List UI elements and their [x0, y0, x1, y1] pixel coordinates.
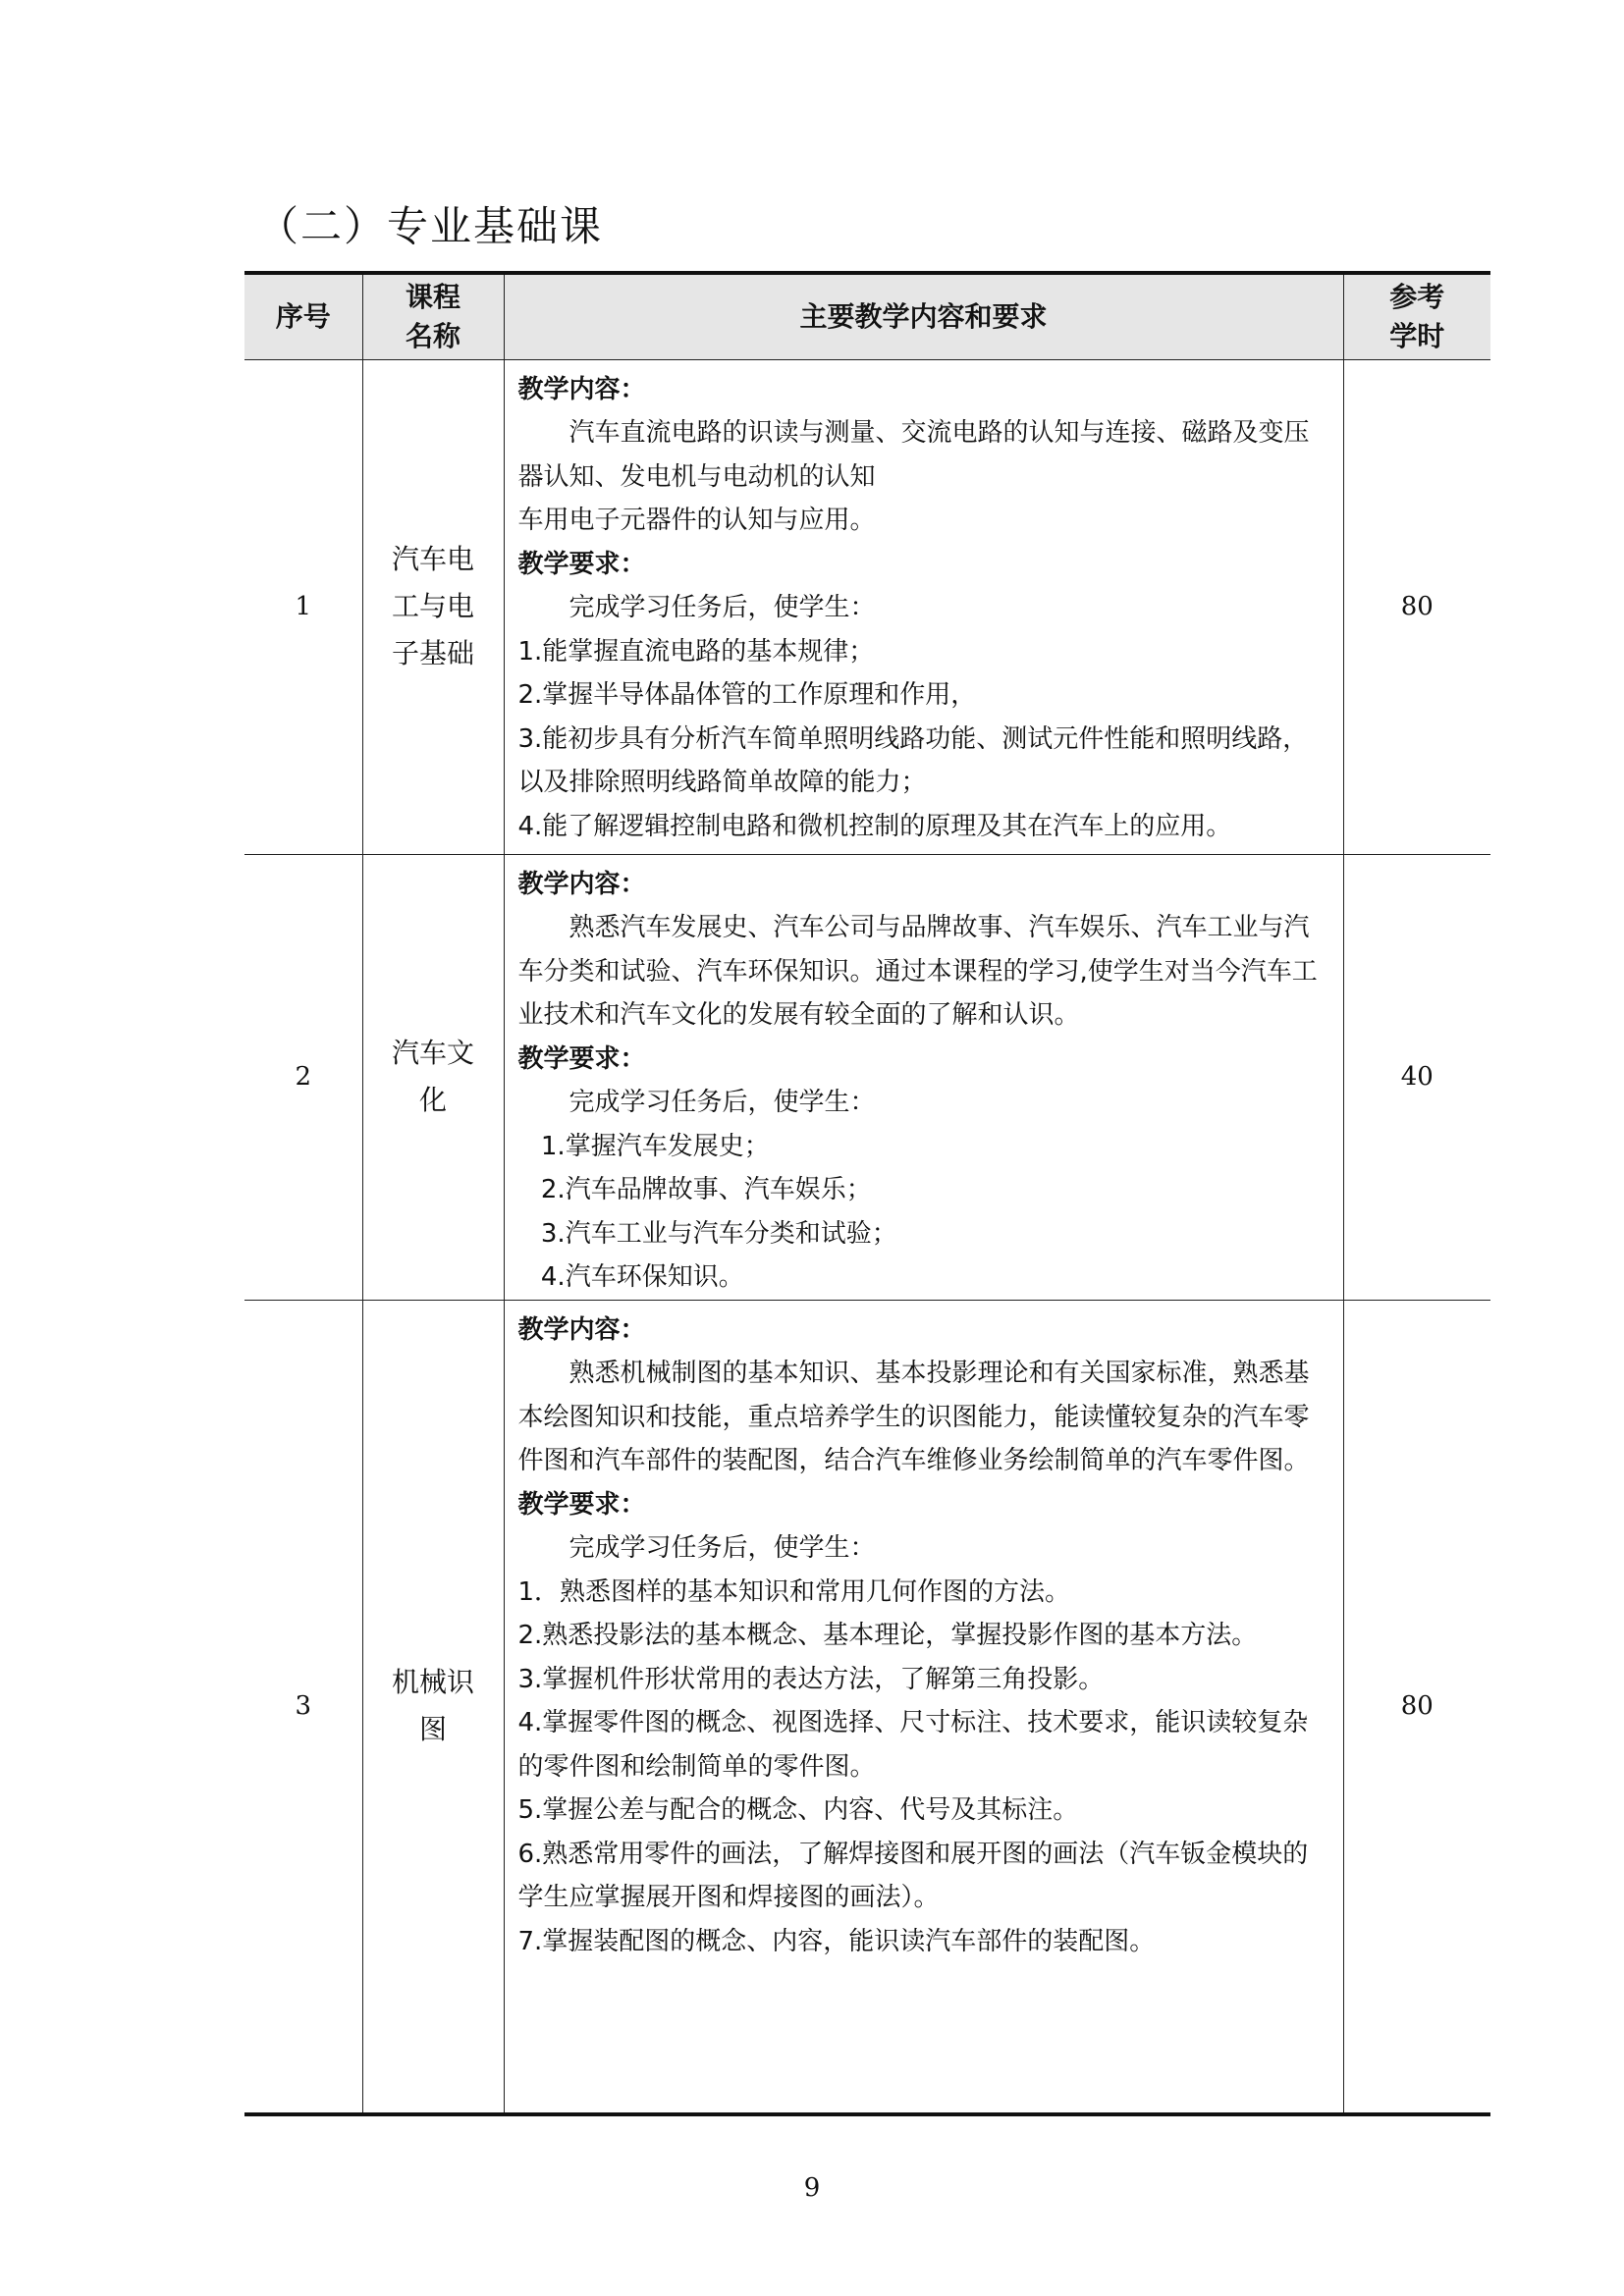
- row-index: 1: [244, 359, 362, 854]
- section-title: （二）专业基础课: [257, 202, 604, 250]
- header-hours: 参考学时: [1343, 273, 1490, 359]
- table-row: [244, 854, 1490, 1300]
- requirement-item: 4.能了解逻辑控制电路和微机控制的原理及其在汽车上的应用。: [517, 811, 1232, 841]
- row-index: 3: [244, 1300, 362, 2114]
- curriculum-table-wrapper: [244, 271, 1490, 2116]
- requirement-item: 3.能初步具有分析汽车简单照明线路功能、测试元件性能和照明线路，以及排除照明线路简单故障的能力；: [517, 723, 1309, 797]
- requirement-item: 1.掌握汽车发展史；: [540, 1131, 770, 1161]
- content-text: 熟悉机械制图的基本知识、基本投影理论和有关国家标准，熟悉基本绘图知识和技能，重点培养学生的识图能力，能读懂较复杂的汽车零件图和汽车部件的装配图，结合汽车维修业务绘制简单的汽车零件图。: [517, 1359, 1310, 1475]
- requirement-item: 7.掌握装配图的概念、内容，能识读汽车部件的装配图。: [517, 1926, 1156, 1956]
- requirements-intro: 完成学习任务后，使学生：: [568, 1533, 876, 1563]
- curriculum-table: [244, 271, 1490, 2116]
- requirements-intro: 完成学习任务后，使学生：: [568, 1088, 876, 1117]
- table-header-row: [244, 273, 1490, 359]
- requirement-item: 4.掌握零件图的概念、视图选择、尺寸标注、技术要求，能识读较复杂的零件图和绘制简单的零件图。: [517, 1708, 1309, 1782]
- header-content: 主要教学内容和要求: [504, 273, 1343, 359]
- content-label: 教学内容：: [517, 374, 646, 404]
- table-row: [244, 359, 1490, 854]
- content-text: 熟悉汽车发展史、汽车公司与品牌故事、汽车娱乐、汽车工业与汽车分类和试验、汽车环保知识。通过本课程的学习,使学生对当今汽车工业技术和汽车文化的发展有较全面的了解和认识。: [517, 913, 1318, 1030]
- requirements-label: 教学要求：: [517, 1489, 646, 1520]
- requirement-item: 3.掌握机件形状常用的表达方法，了解第三角投影。: [517, 1664, 1105, 1694]
- requirement-item: 2.熟悉投影法的基本概念、基本理论，掌握投影作图的基本方法。: [517, 1621, 1258, 1650]
- row-hours: 80: [1343, 359, 1490, 854]
- requirement-item: 5.掌握公差与配合的概念、内容、代号及其标注。: [517, 1795, 1079, 1825]
- row-content: [504, 854, 1343, 1300]
- requirement-item: 2.汽车品牌故事、汽车娱乐；: [540, 1175, 872, 1204]
- content-text: 汽车直流电路的识读与测量、交流电路的认知与连接、磁路及变压器认知、发电机与电动机的认知: [517, 418, 1310, 492]
- row-content: [504, 1300, 1343, 2114]
- requirement-item: 1.能掌握直流电路的基本规律；: [517, 636, 875, 667]
- requirement-item: 4.汽车环保知识。: [540, 1262, 744, 1292]
- requirements-label: 教学要求：: [517, 1043, 646, 1074]
- requirements-label: 教学要求：: [517, 549, 646, 579]
- row-course-name: 机械识图: [362, 1300, 504, 2114]
- content-label: 教学内容：: [517, 1314, 646, 1345]
- table-row: [244, 1300, 1490, 2114]
- row-index: 2: [244, 854, 362, 1300]
- header-course-name: 课程名称: [362, 273, 504, 359]
- requirement-item: 3.汽车工业与汽车分类和试验；: [540, 1218, 897, 1249]
- header-index: 序号: [244, 273, 362, 359]
- page-number: 9: [803, 2173, 821, 2203]
- requirement-item: 1．熟悉图样的基本知识和常用几何作图的方法。: [517, 1576, 1071, 1607]
- row-course-name: 汽车电工与电子基础: [362, 359, 504, 854]
- requirements-intro: 完成学习任务后，使学生：: [568, 593, 876, 622]
- requirement-item: 2.掌握半导体晶体管的工作原理和作用，: [517, 680, 977, 710]
- row-content: [504, 359, 1343, 854]
- row-hours: 40: [1343, 854, 1490, 1300]
- content-text: 车用电子元器件的认知与应用。: [517, 506, 876, 535]
- requirement-item: 6.熟悉常用零件的画法，了解焊接图和展开图的画法（汽车钣金模块的学生应掌握展开图和焊接图的画法）。: [517, 1839, 1309, 1912]
- row-course-name: 汽车文化: [362, 854, 504, 1300]
- content-label: 教学内容：: [517, 869, 646, 899]
- row-hours: 80: [1343, 1300, 1490, 2114]
